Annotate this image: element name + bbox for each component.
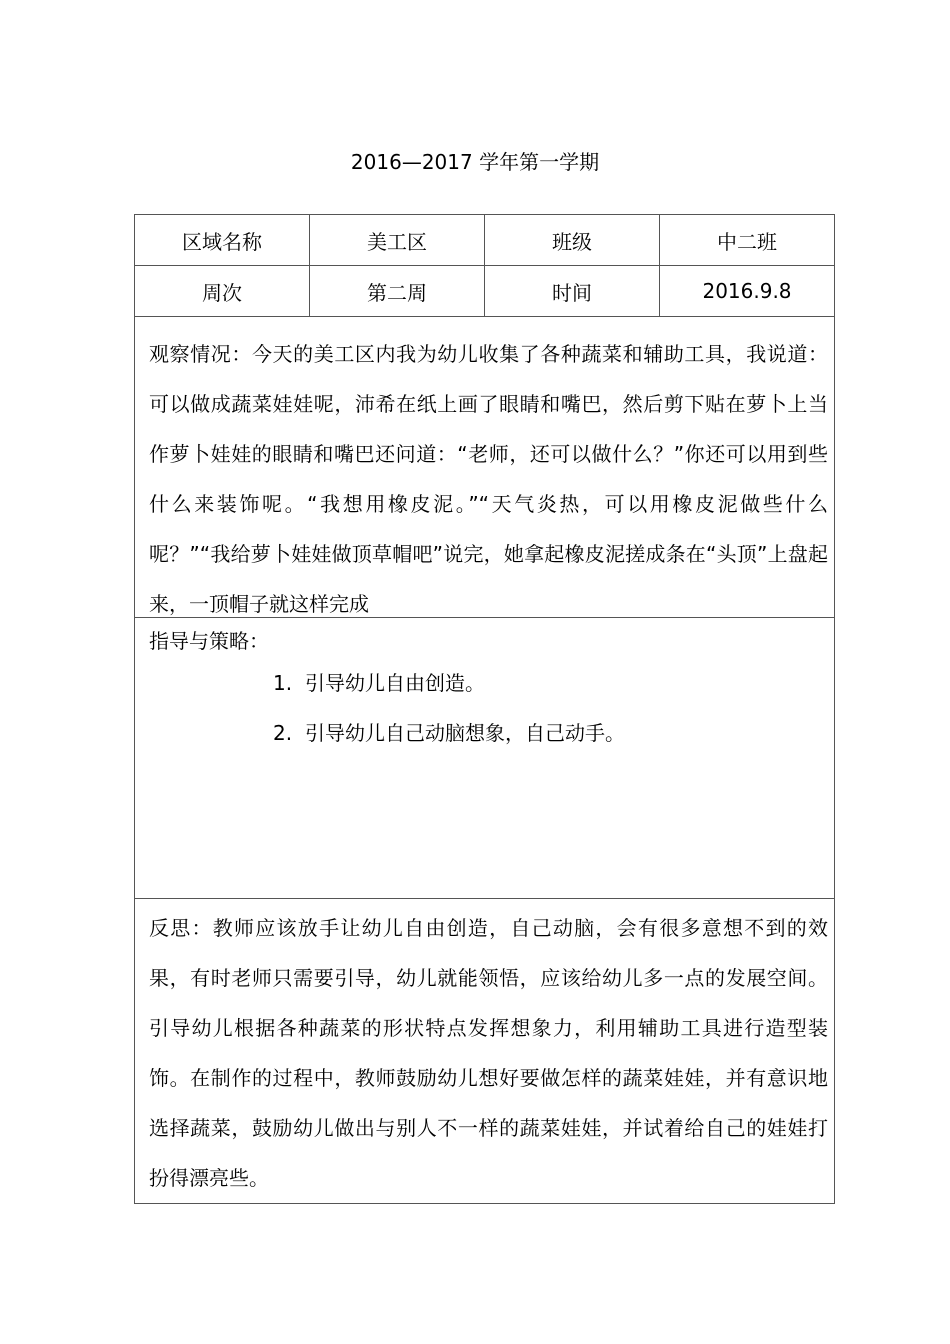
week-label: 周次 bbox=[135, 266, 310, 317]
guidance-item-number: 2. bbox=[273, 721, 293, 745]
guidance-item-number: 1. bbox=[273, 671, 293, 695]
time-value: 2016.9.8 bbox=[660, 266, 835, 317]
class-value: 中二班 bbox=[660, 215, 835, 266]
guidance-heading: 指导与策略： bbox=[149, 629, 269, 653]
guidance-list bbox=[149, 658, 828, 758]
class-label: 班级 bbox=[485, 215, 660, 266]
guidance-row bbox=[135, 618, 835, 899]
reflection-row bbox=[135, 899, 835, 1204]
time-label: 时间 bbox=[485, 266, 660, 317]
info-row-week bbox=[135, 266, 835, 317]
guidance-item bbox=[149, 708, 828, 758]
info-row-area bbox=[135, 215, 835, 266]
guidance-cell bbox=[135, 618, 835, 899]
reflection-text: 反思：教师应该放手让幼儿自由创造，自己动脑，会有很多意想不到的效果，有时老师只需要引导，幼儿就能领悟，应该给幼儿多一点的发展空间。引导幼儿根据各种蔬菜的形状特点发挥想象力，利用辅助工具进行造型装饰。在制作的过程中，教师鼓励幼儿想好要做怎样的蔬菜娃娃，并有意识地选择蔬菜，鼓励幼儿做出与别人不一样的蔬菜娃娃，并试着给自己的娃娃打扮得漂亮些。 bbox=[149, 916, 828, 1190]
guidance-item bbox=[149, 658, 828, 708]
observation-cell bbox=[135, 317, 835, 618]
reflection-cell bbox=[135, 899, 835, 1204]
week-value: 第二周 bbox=[310, 266, 485, 317]
area-name-value: 美工区 bbox=[310, 215, 485, 266]
observation-row bbox=[135, 317, 835, 618]
observation-text: 观察情况：今天的美工区内我为幼儿收集了各种蔬菜和辅助工具，我说道：可以做成蔬菜娃娃呢，沛希在纸上画了眼睛和嘴巴，然后剪下贴在萝卜上当作萝卜娃娃的眼睛和嘴巴还问道：“老师，还可以做什么？”你还可以用到些什么来装饰呢。“我想用橡皮泥。”“天气炎热，可以用橡皮泥做些什么呢？”“我给萝卜娃娃做顶草帽吧”说完，她拿起橡皮泥搓成条在“头顶”上盘起来，一顶帽子就这样完成 bbox=[149, 342, 828, 616]
guidance-item-text: 引导幼儿自由创造。 bbox=[305, 671, 485, 695]
guidance-item-text: 引导幼儿自己动脑想象，自己动手。 bbox=[305, 721, 625, 745]
area-name-label: 区域名称 bbox=[135, 215, 310, 266]
document-title: 2016—2017 学年第一学期 bbox=[350, 150, 600, 174]
observation-record-table bbox=[134, 214, 835, 1204]
